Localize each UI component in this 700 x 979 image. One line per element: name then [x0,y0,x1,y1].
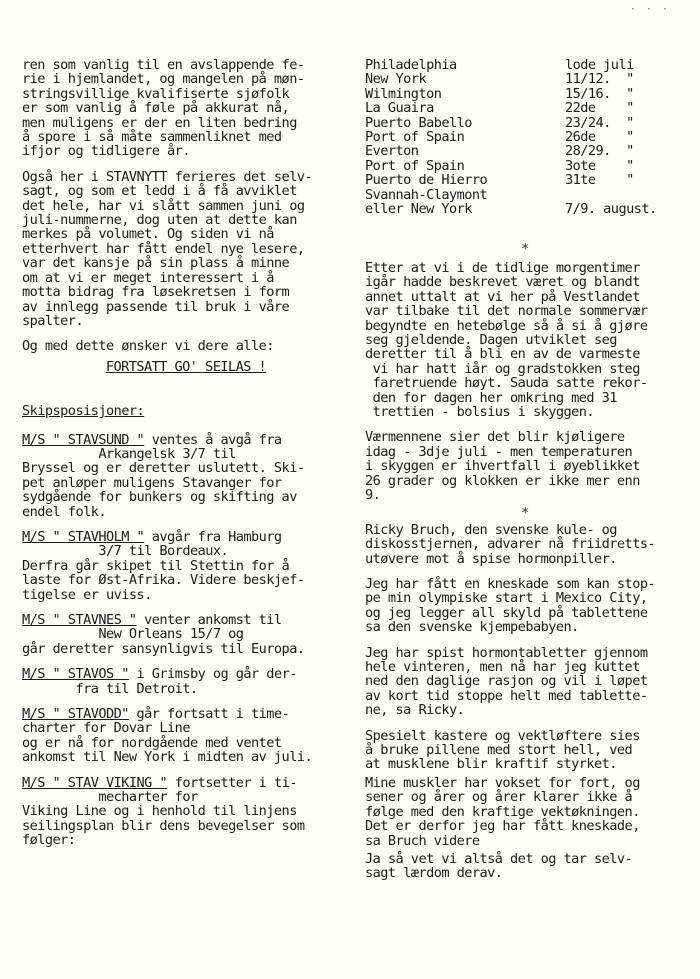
text-line: hele vinteren, men nå har jeg kuttet [365,659,640,676]
text-line: at musklene blir kraftif styrket. [365,756,617,773]
text-line: ifjor og tidligere år. [22,143,190,160]
separator-star: * [521,505,529,522]
ship-status: ventes å avgå fra [144,431,282,448]
text-line: New Orleans 15/7 og [22,626,244,643]
text-line: er som vanlig å føle på akkurat nå, [22,100,290,117]
text-line [22,433,350,447]
wish-line: Og med dette ønsker vi dere alle: [22,338,274,355]
ship-entry [22,530,350,602]
schedule-date: 23/24. " [565,114,634,131]
text-line: ned den daglige rasjon og vil i løpet [365,673,648,690]
schedule-row [365,188,685,202]
text-line: sa den svenske kjempebabyen. [365,619,579,636]
schedule-row [365,159,685,173]
text-line: endel folk. [22,503,106,520]
text-line [22,776,350,790]
schedule-row [365,72,685,86]
muscles-paragraph [365,776,685,848]
bruch-intro-paragraph [365,523,685,566]
text-line: Også her i STAVNYTT ferieres det selv- [22,168,313,185]
text-line: diskosstjernen, advarer nå friidretts- [365,536,656,553]
ship-status: avgår fra Hamburg [144,528,282,545]
schedule-row [365,101,685,115]
ship-status: fortsetter i ti- [167,774,297,791]
text-line: sener og årer og årer klarer ikke å [365,789,633,806]
schedule-date: 31te " [565,172,634,189]
heatwave-paragraph [365,261,685,419]
schedule-port: Port of Spain [365,157,465,174]
text-line: Viking Line og i henhold til linjens [22,803,297,820]
text-line: faretruende høyt. Sauda satte rekor- [365,375,648,392]
text-line: og er nå for nordgående med ventet [22,734,282,751]
text-line: følge med den kraftige vektøkningen. [365,803,640,820]
text-line: trettien - bolsius i skyggen. [365,403,595,420]
text-line: seg gjeldende. Dagen utviklet seg [365,331,617,348]
bruch-quote-1 [365,577,685,635]
text-line: stringsvillige kvalifiserte sjøfolk [22,85,290,102]
text-line: Derfra går skipet til Stettin for å [22,557,290,574]
ship-name: M/S " STAV VIKING " [22,774,168,791]
slogan: FORTSATT GO' SEILAS ! [105,358,267,375]
schedule-row [365,202,685,216]
schedule-date: 11/12. " [565,71,634,88]
text-line: sagt, og som et ledd i å få avviklet [22,183,297,200]
schedule-date: 15/16. " [565,85,634,102]
text-line: spalter. [22,312,84,329]
text-line: 9. [365,486,381,503]
text-line: sa Bruch videre [365,832,480,849]
left-column [22,58,350,859]
schedule-row [365,87,685,101]
text-line: ren som vanlig til en avslappende fe- [22,57,305,73]
text-line: Arkangelsk 3/7 til [22,445,236,462]
text-line: det hele, har vi slått sammen juni og [22,197,305,214]
text-line: deretter til å bli en av de varmeste [365,346,640,363]
text-line: 3/7 til Bordeaux. [22,543,229,560]
schedule-date: 28/29. " [565,143,634,160]
schedule-port: Everton [365,143,419,160]
ship-entry [22,667,350,696]
right-column [365,58,685,892]
text-line: tigelse er uviss. [22,586,152,603]
text-line [22,667,350,681]
text-line: Ricky Bruch, den svenske kule- og [365,521,617,538]
text-line: den for dagen her omkring med 31 [365,389,617,406]
throwers-paragraph [365,729,685,772]
schedule-port: Svannah-Claymont [365,186,488,203]
text-line [22,530,350,544]
text-line: mecharter for [22,789,198,806]
ship-name: M/S " STAVSUND " [22,431,145,448]
text-line: Jeg har spist hormontabletter gjennom [365,644,648,661]
text-line: Bryssel og er deretter uslutett. Ski- [22,460,305,477]
ship-name: M/S " STAVOS " [22,666,129,683]
text-line: 26 grader og klokken er ikke mer enn [365,472,640,489]
text-line: Det er derfor jeg har fått kneskade, [365,818,640,835]
text-line: pe min olympiske start i Mexico City, [365,590,648,607]
text-line: Spesielt kastere og vektløftere sies [365,727,640,744]
intro-paragraph [22,58,350,159]
section-heading: Skipsposisjoner: [22,403,145,420]
text-line: ne, sa Ricky. [365,702,465,719]
ship-status: venter ankomst til [136,612,282,628]
text-line: sagt lærdom derav. [365,865,503,882]
schedule-port: New York [365,71,427,88]
text-line: Ja så vet vi altså det og tar selv- [365,850,633,867]
schedule-date: 26de " [565,129,634,146]
schedule-date: 22de " [565,100,634,117]
text-line: å bruke pillene med stort hell, ved [365,742,633,759]
ship-name: M/S " STAVHOLM " [22,528,145,545]
schedule-port: Puerto Babello [365,114,472,131]
text-line: var tilbake til det normale sommervær [365,303,648,320]
text-line: laste for Øst-Afrika. Videre beskjef- [22,572,305,589]
text-line: begyndte en hetebølge så å si å gjøre [365,317,648,334]
schedule-row [365,130,685,144]
text-line: motta bidrag fra løsekretsen i form [22,284,290,301]
text-line: men muligens er der en liten bedring [22,114,297,131]
ship-name: M/S " STAVODD" [22,706,129,723]
text-line: følger: [22,832,76,849]
text-line: idag - 3dje juli - men temperaturen [365,443,633,460]
schedule-port: Wilmington [365,85,442,102]
closing-paragraph [365,852,685,881]
weather-paragraph [365,430,685,502]
text-line: og jeg legger all skyld på tablettene [365,604,648,621]
schedule-port: Philadelphia [365,57,457,73]
sailing-schedule [365,58,685,216]
ship-status: går fortsatt i time- [128,706,290,723]
schedule-port: La Guaira [365,100,434,117]
text-line: Værmennene sier det blir kjøligere [365,429,625,446]
text-line: av innlegg passende til bruk i våre [22,298,290,315]
text-line: Jeg har fått en kneskade som kan stop- [365,576,656,592]
text-line: rie i hjemlandet, og mangelen på møn- [22,71,305,88]
schedule-row [365,173,685,187]
ship-entry [22,707,350,765]
schedule-port: Port of Spain [365,129,465,146]
schedule-date: 3ote " [565,157,634,174]
text-line: utøvere mot å spise hormonpiller. [365,550,617,567]
text-line: å spore i så måte sammenliknet med [22,129,282,146]
text-line: av kort tid stoppe helt med tablette- [365,687,648,704]
schedule-port: Puerto de Hierro [365,172,488,189]
ship-list [22,433,350,848]
ship-name: M/S " STAVNES " [22,612,137,628]
text-line: Etter at vi i de tidlige morgentimer [365,259,640,276]
schedule-row [365,116,685,130]
ship-entry [22,776,350,848]
text-line: igår hadde beskrevet været og blandt [365,274,640,291]
text-line: charter for Dovar Line [22,720,190,737]
text-line: Mine muskler har vokset for fort, og [365,774,640,791]
text-line: etterhvert har fått endel nye lesere, [22,240,305,257]
text-line: merkes på volumet. Og siden vi nå [22,226,274,243]
schedule-date: lode juli [565,57,634,73]
ship-entry [22,433,350,519]
ship-status: i Grimsby og går der- [128,666,297,683]
text-line: sydgående for bunkers og skifting av [22,489,297,506]
text-line: fra til Detroit. [22,680,198,697]
stavnytt-paragraph [22,170,350,328]
schedule-date [565,188,685,202]
schedule-port: eller New York [365,201,472,218]
text-line: pet anløper muligens Stavanger for [22,474,282,491]
text-line [22,707,350,721]
bruch-quote-2 [365,646,685,718]
text-line: om at vi er meget interessert i å [22,269,274,286]
corner-marks: · · · [629,4,670,15]
separator-star: * [521,241,529,258]
schedule-row [365,144,685,158]
text-line: annet uttalt at vi her på Vestlandet [365,288,640,305]
text-line: juli-nummerne, dog uten at dette kan [22,212,297,229]
ship-entry [22,613,350,656]
text-line: ankomst til New York i midten av juli. [22,749,313,766]
text-line: var det kansje på sin plass å minne [22,255,290,272]
text-line [22,613,350,627]
schedule-row [365,58,685,72]
text-line: seilingsplan blir dens bevegelser som [22,817,305,834]
text-line: går deretter sansynligvis til Europa. [22,640,305,657]
schedule-date: 7/9. august. [565,201,657,218]
text-line: i skyggen er ihvertfall i øyeblikket [365,458,640,475]
text-line: vi har hatt iår og gradstokken steg [365,360,640,377]
